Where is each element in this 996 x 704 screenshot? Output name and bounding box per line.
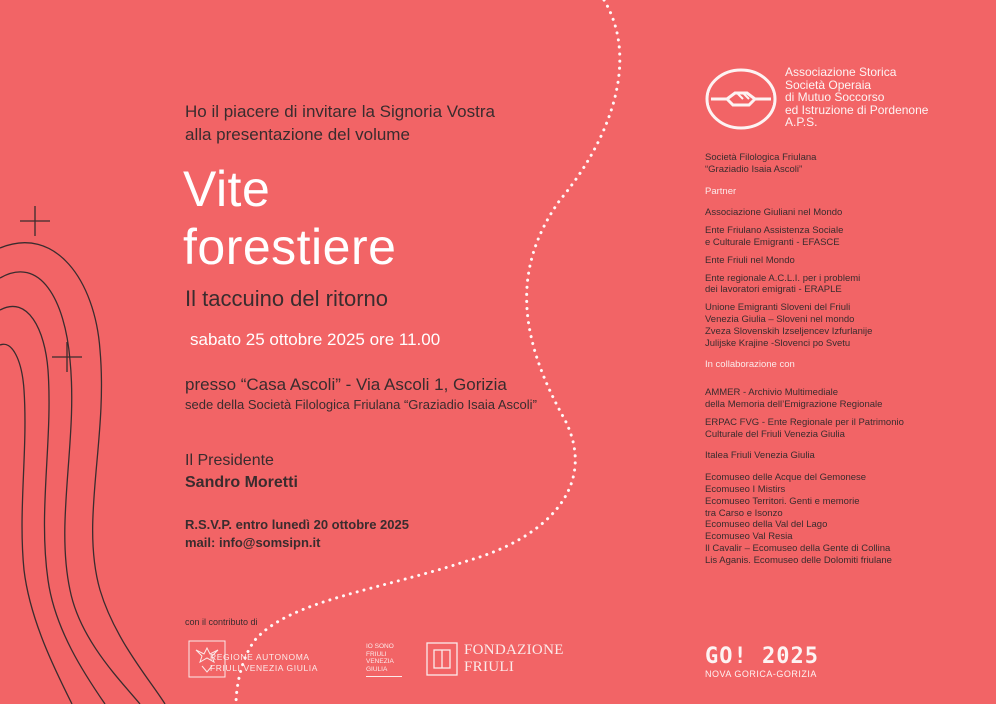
go2025-subtitle: NOVA GORICA-GORIZIA [705, 669, 817, 679]
invitation-line: Ho il piacere di invitare la Signoria Vostra [185, 102, 495, 121]
regione-text: REGIONE AUTONOMA [210, 652, 310, 662]
handshake-logo-icon [703, 66, 779, 132]
fondazione-logo-icon [426, 642, 458, 676]
ecomuseo-item: Lis Aganis. Ecomuseo delle Dolomiti friulane [705, 554, 892, 566]
go2025-logo [705, 644, 819, 679]
partner-item: e Culturale Emigranti - EFASCE [705, 236, 840, 248]
collab-item: ERPAC FVG - Ente Regionale per il Patrimonio [705, 416, 904, 428]
partner-item: Ente regionale A.C.L.I. per i problemi [705, 272, 861, 284]
rsvp-mail: mail: info@somsipn.it [185, 535, 321, 550]
collab-item: Italea Friuli Venezia Giulia [705, 450, 815, 462]
contributors-label: con il contributo di [185, 617, 258, 627]
book-title [183, 160, 396, 276]
ecomuseo-item: Ecomuseo Territori. Genti e memorie [705, 495, 860, 507]
invitation-text [185, 100, 495, 146]
organizer-line: Società Operaia [785, 77, 872, 92]
partner-item: Zveza Slovenskih Izseljencev Izfurlanije [705, 325, 873, 337]
event-date: sabato 25 ottobre 2025 ore 11.00 [190, 330, 441, 349]
organizer-line: ed Istruzione di Pordenone [785, 102, 929, 117]
go2025-title: GO! 2025 [705, 644, 819, 669]
collab-item: AMMER - Archivio Multimediale [705, 387, 839, 399]
io-sono-text: IO SONO [366, 643, 394, 650]
organizer-name [785, 66, 928, 129]
president-label: Il Presidente [185, 452, 274, 469]
section-label: Partner [705, 185, 737, 197]
event-venue-detail: sede della Società Filologica Friulana “Graziadio Isaia Ascoli” [185, 397, 537, 412]
invitation-line: alla presentazione del volume [185, 125, 410, 144]
divider [366, 676, 402, 677]
ecomuseo-item: Ecomuseo delle Acque del Gemonese [705, 472, 867, 484]
collab-item: della Memoria dell’Emigrazione Regionale [705, 398, 883, 410]
partner-item: Julijske Krajine -Slovenci po Svetu [705, 337, 851, 349]
ecomuseo-item: Ecomuseo Val Resia [705, 531, 793, 543]
book-title-line: Vite [183, 161, 271, 217]
regione-text: FRIULI VENEZIA GIULIA [210, 663, 319, 673]
rsvp-line: R.S.V.P. entro lunedì 20 ottobre 2025 [185, 517, 409, 532]
fondazione-text: FRIULI [464, 659, 515, 675]
fondazione-friuli-logo [426, 641, 586, 683]
book-title-line: forestiere [183, 219, 397, 275]
section-label: In collaborazione con [705, 359, 795, 371]
partner-item: Venezia Giulia – Sloveni nel mondo [705, 313, 855, 325]
partner-item: Ente Friulano Assistenza Sociale [705, 225, 844, 237]
book-subtitle: Il taccuino del ritorno [185, 286, 388, 311]
organizer-line: Associazione Storica [785, 65, 897, 79]
plus-icon [52, 342, 82, 372]
organizer-line: di Mutuo Soccorso [785, 90, 885, 104]
rsvp-block [185, 516, 409, 552]
partner-item: dei lavoratori emigrati - ERAPLE [705, 284, 842, 296]
regione-logo [188, 640, 338, 678]
event-venue: presso “Casa Ascoli” - Via Ascoli 1, Gorizia [185, 375, 507, 394]
io-sono-text: GIULIA [366, 665, 388, 673]
president-name: Sandro Moretti [185, 474, 298, 491]
partner-item: Unione Emigranti Sloveni del Friuli [705, 302, 851, 314]
fondazione-text: FONDAZIONE [464, 642, 564, 658]
organizer-line: A.P.S. [785, 115, 818, 129]
partner-item: Società Filologica Friulana [705, 152, 817, 163]
ecomuseo-item: Ecomuseo I Mistirs [705, 483, 786, 495]
io-sono-text: FRIULI [366, 650, 387, 658]
ecomuseo-item: tra Carso e Isonzo [705, 507, 783, 519]
partner-item: Ente Friuli nel Mondo [705, 254, 795, 266]
io-sono-text: VENEZIA [366, 658, 394, 665]
plus-icon [20, 206, 50, 236]
ecomuseo-item: Ecomuseo della Val del Lago [705, 519, 828, 531]
collab-item: Culturale del Friuli Venezia Giulia [705, 428, 845, 440]
partner-item: “Graziadio Isaia Ascoli” [705, 163, 803, 175]
ecomuseo-item: Il Cavalir – Ecomuseo della Gente di Collina [705, 542, 891, 554]
partners-list [705, 152, 965, 573]
partner-item: Associazione Giuliani nel Mondo [705, 207, 843, 219]
